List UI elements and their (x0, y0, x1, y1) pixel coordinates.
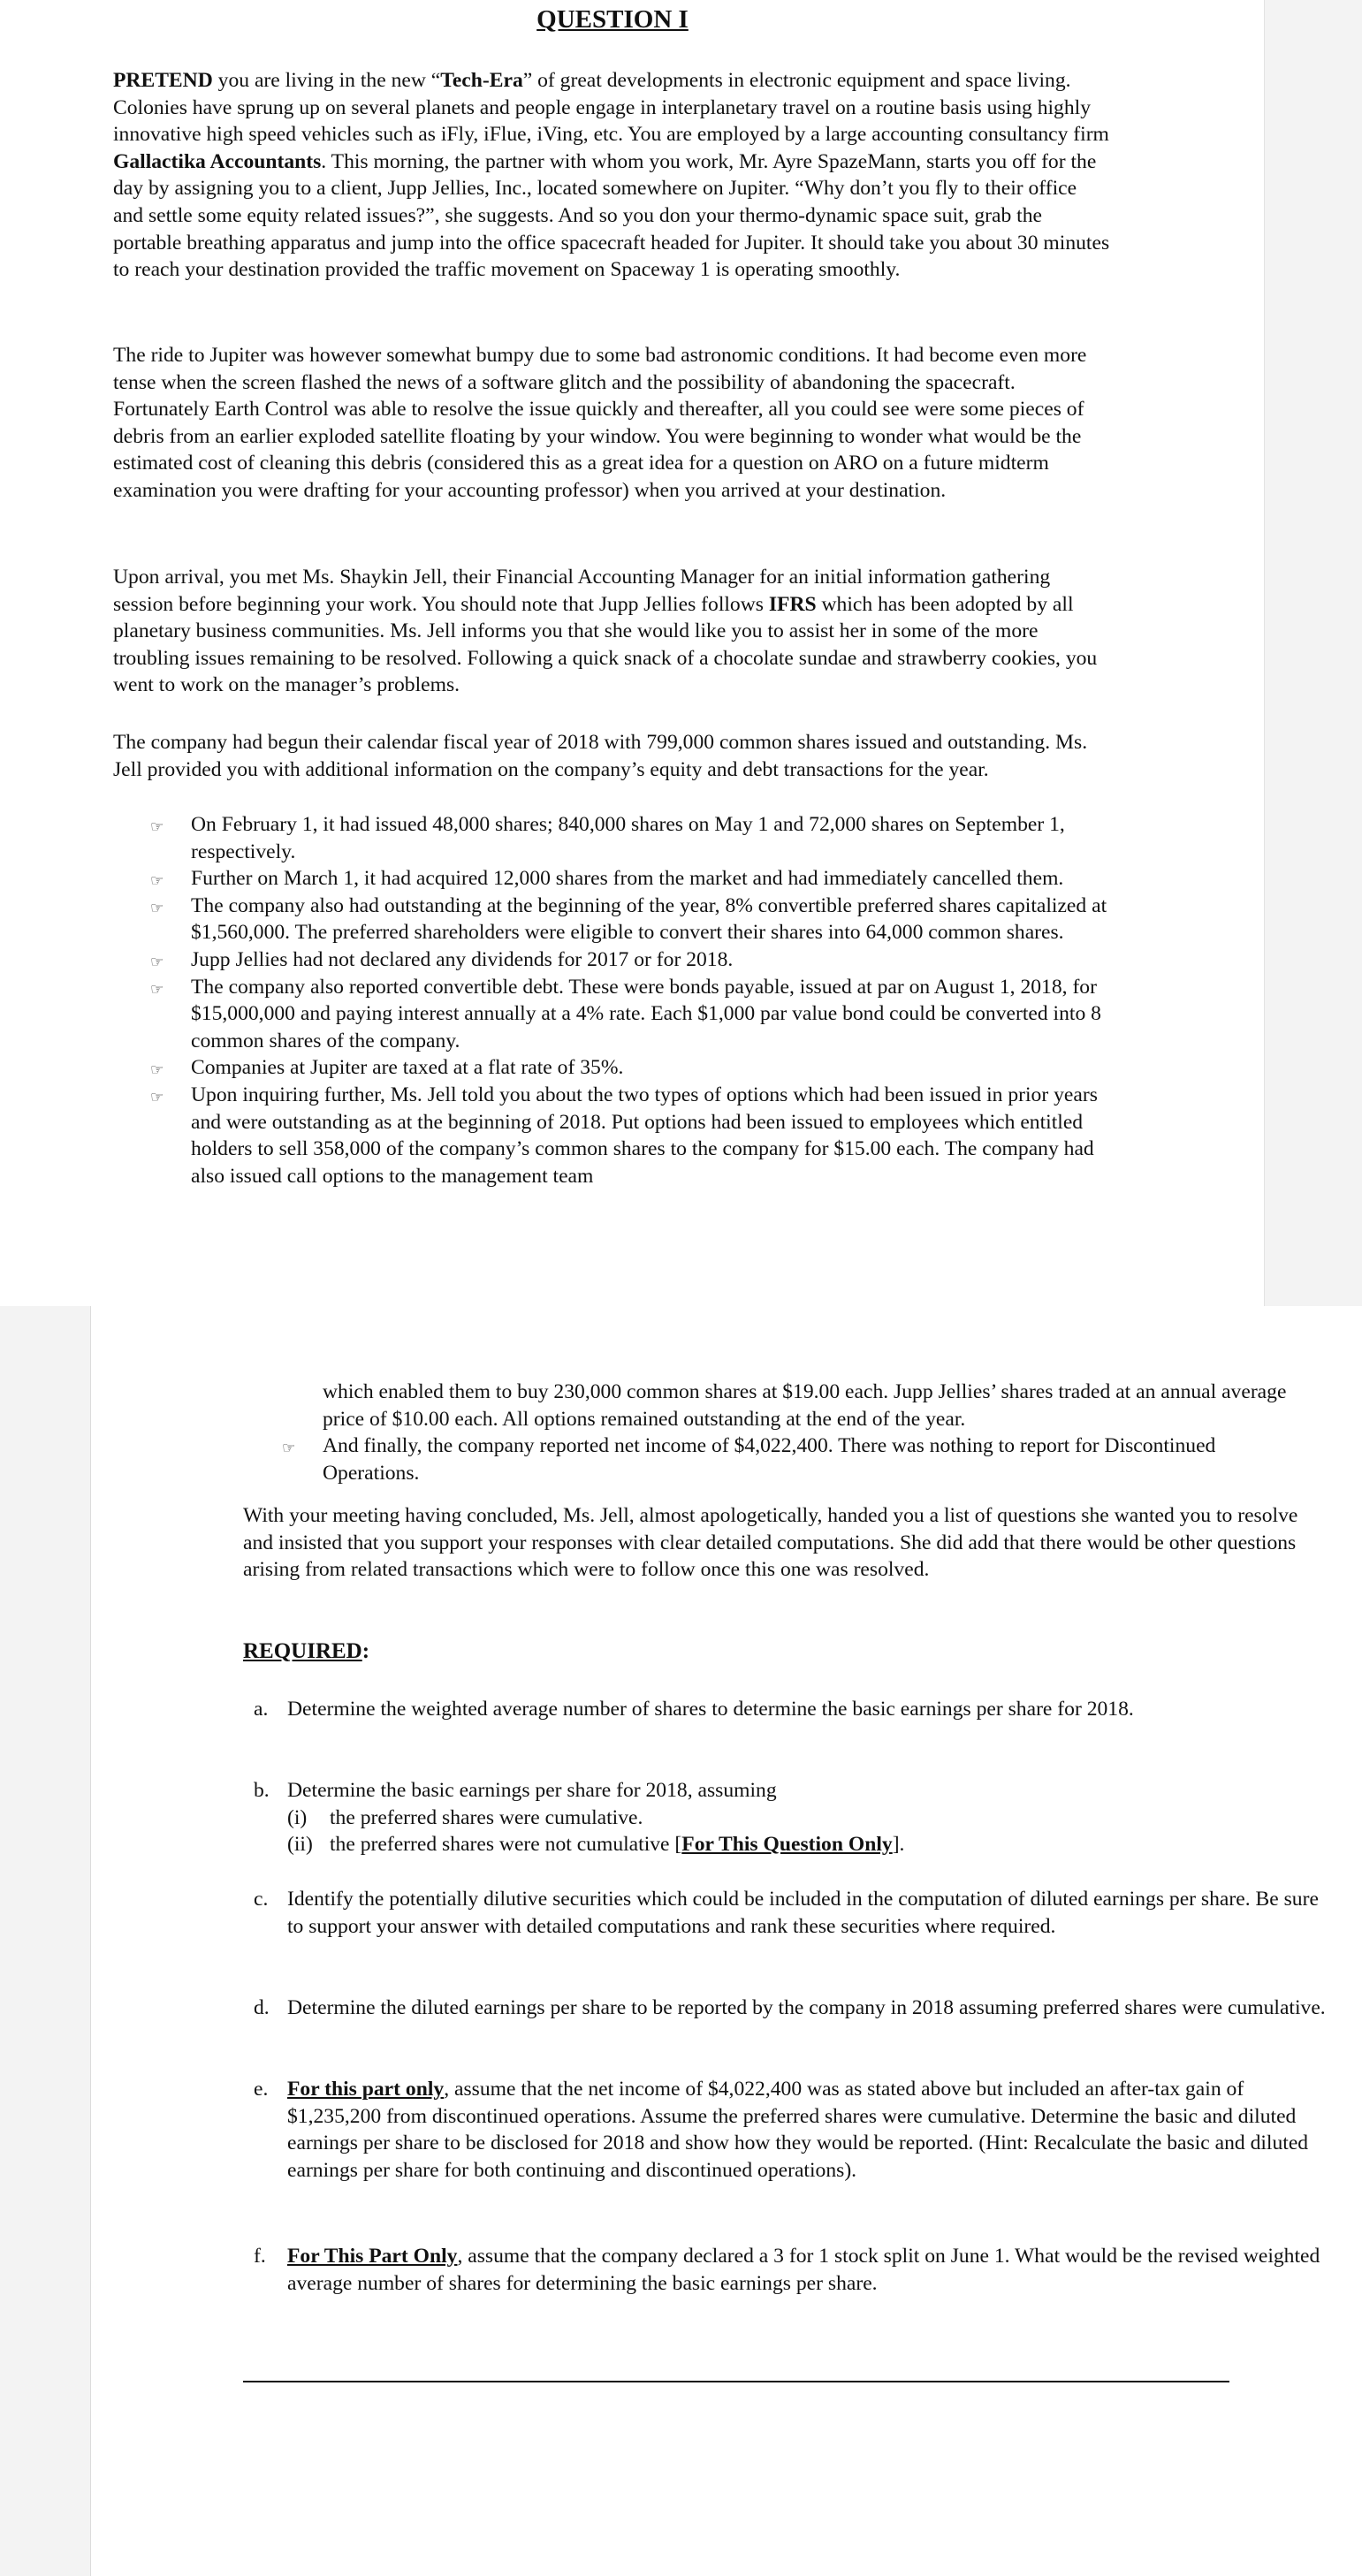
pointing-hand-icon: ☞ (150, 818, 164, 836)
list-item: ☞ The company also reported convertible debt. These were bonds payable, issued at par on August 1, 2018, for $15,000,000 and paying interest annually at a 4% rate. Each $1,000 par value bond could be converted into 8 common shares of the company. (150, 975, 1101, 1052)
facts-list (150, 811, 1112, 1189)
meeting-paragraph: With your meeting having concluded, Ms. Jell, almost apologetically, handed you a list of questions she wanted you to resolve and insisted that you support your responses with clear detailed computations. She did add that there would be other questions arising from related transactions which were to follow once this one was resolved. (243, 1504, 1298, 1582)
firm-name: Gallactika Accountants (113, 149, 322, 173)
pointing-hand-icon: ☞ (150, 1061, 164, 1080)
list-item: ☞ Companies at Jupiter are taxed at a flat rate of 35%. (150, 1054, 1112, 1082)
document-page-1 (0, 0, 1265, 1306)
question-e: e. For this part only, assume that the net income of $4,022,400 was as stated above but included an after-tax gain of $1,235,200 from discontinued operations. Assume the preferred shares were cumulative. Determine the basic and diluted earnings per share to be disclosed for 2018 and show how they would be reported. (Hint: Recalculate the basic and diluted earnings per share for both continuing and discontinued operations). (254, 2078, 1309, 2182)
list-item: which enabled them to buy 230,000 common shares at $19.00 each. Jupp Jellies’ shares traded at an annual average price of $10.00 each. All options remained outstanding at the end of the year. (323, 1380, 1287, 1431)
tech-era-term: Tech-Era (440, 69, 523, 92)
list-item: ☞ The company also had outstanding at the beginning of the year, 8% convertible preferred shares capitalized at $1,560,000. The preferred shareholders were eligible to convert their shares into 64,000 common shares. (150, 893, 1107, 945)
list-item: ☞ Further on March 1, it had acquired 12,000 shares from the market and had immediately cancelled them. (150, 865, 1112, 893)
company-info-paragraph: The company had begun their calendar fiscal year of 2018 with 799,000 common shares issued and outstanding. Ms. Jell provided you with additional information on the company’s equity and debt transactions for the year. (113, 731, 1088, 781)
facts-list-continued (282, 1379, 1290, 1486)
ifrs-term: IFRS (768, 592, 817, 616)
question-b-sub-ii: (ii) the preferred shares were not cumulative [For This Question Only]. (287, 1833, 905, 1857)
arrival-paragraph: Upon arrival, you met Ms. Shaykin Jell, their Financial Accounting Manager for an initial information gathering session before beginning your work. You should note that Jupp Jellies follows IFRS which has been adopted by all planetary business communities. Ms. Jell informs you that she would like you to assist her in some of the more troubling issues remaining to be resolved. Following a quick snack of a chocolate sundae and strawberry cookies, you went to work on the manager’s problems. (113, 566, 1098, 697)
pointing-hand-icon: ☞ (150, 899, 164, 917)
question-d: d. Determine the diluted earnings per share to be reported by the company in 2018 assuming preferred shares were cumulative. (254, 1996, 1326, 2019)
document-page-2 (90, 1306, 1362, 2576)
required-heading: REQUIRED: (243, 1639, 370, 1663)
intro-paragraph: PRETEND you are living in the new “Tech-Era” of great developments in electronic equipment and space living. Colonies have sprung up on several planets and people engage in interplanetary travel on a routine basis using highly innovative high speed vehicles such as iFly, iFlue, iVing, etc. You are employed by a large accounting consultancy firm Gallactika Accountants. This morning, the partner with whom you work, Mr. Ayre SpazeMann, starts you off for the day by assigning you to a client, Jupp Jellies, Inc., located somewhere on Jupiter. “Why don’t you fly to their office and settle some equity related issues?”, she suggests. And so you don your thermo-dynamic space suit, grab the portable breathing apparatus and jump into the office spacecraft headed for Jupiter. It should take you about 30 minutes to reach your destination provided the traffic movement on Spaceway 1 is operating smoothly. (113, 69, 1110, 282)
question-f: f. For This Part Only, assume that the company declared a 3 for 1 stock split on June 1. What would be the revised weighted average number of shares for determining the basic earnings per share. (254, 2245, 1320, 2295)
pointing-hand-icon: ☞ (150, 953, 164, 971)
question-b: b. Determine the basic earnings per share for 2018, assuming (i) the preferred shares were cumulative. (ii) the preferred shares were not cumulative [For This Question Only]. (254, 1777, 1327, 1858)
pointing-hand-icon: ☞ (282, 1440, 296, 1458)
list-item: ☞ Jupp Jellies had not declared any dividends for 2017 or for 2018. (150, 946, 1112, 974)
pointing-hand-icon: ☞ (150, 872, 164, 891)
question-title: QUESTION I (536, 5, 689, 34)
pointing-hand-icon: ☞ (150, 1088, 164, 1106)
pretend-lead: PRETEND (113, 69, 213, 92)
pointing-hand-icon: ☞ (150, 980, 164, 999)
list-item: ☞ On February 1, it had issued 48,000 shares; 840,000 shares on May 1 and 72,000 shares on September 1, respectively. (150, 813, 1065, 863)
list-item: ☞ Upon inquiring further, Ms. Jell told you about the two types of options which had been issued in prior years and were outstanding as at the beginning of 2018. Put options had been issued to employees which entitled holders to sell 358,000 of the company’s common shares to the company for $15.00 each. The company had also issued call options to the management team (150, 1083, 1098, 1188)
ride-paragraph: The ride to Jupiter was however somewhat bumpy due to some bad astronomic conditions. It had become even more tense when the screen flashed the news of a software glitch and the possibility of abandoning the spacecraft. Fortunately Earth Control was able to resolve the issue quickly and thereafter, all you could see were some pieces of debris from an earlier exploded satellite floating by your window. You were beginning to wonder what would be the estimated cost of cleaning this debris (considered this as a great idea for a question on ARO on a future midterm examination you were drafting for your accounting professor) when you arrived at your destination. (113, 344, 1087, 502)
question-a: a. Determine the weighted average number of shares to determine the basic earnings per share for 2018. (254, 1698, 1134, 1721)
end-rule (243, 2381, 1229, 2382)
question-b-sub-i: (i) the preferred shares were cumulative. (287, 1805, 643, 1829)
question-c: c. Identify the potentially dilutive securities which could be included in the computation of diluted earnings per share. Be sure to support your answer with detailed computations and rank these securities where required. (254, 1888, 1319, 1938)
list-item: ☞ And finally, the company reported net income of $4,022,400. There was nothing to report for Discontinued Operations. (282, 1434, 1216, 1485)
